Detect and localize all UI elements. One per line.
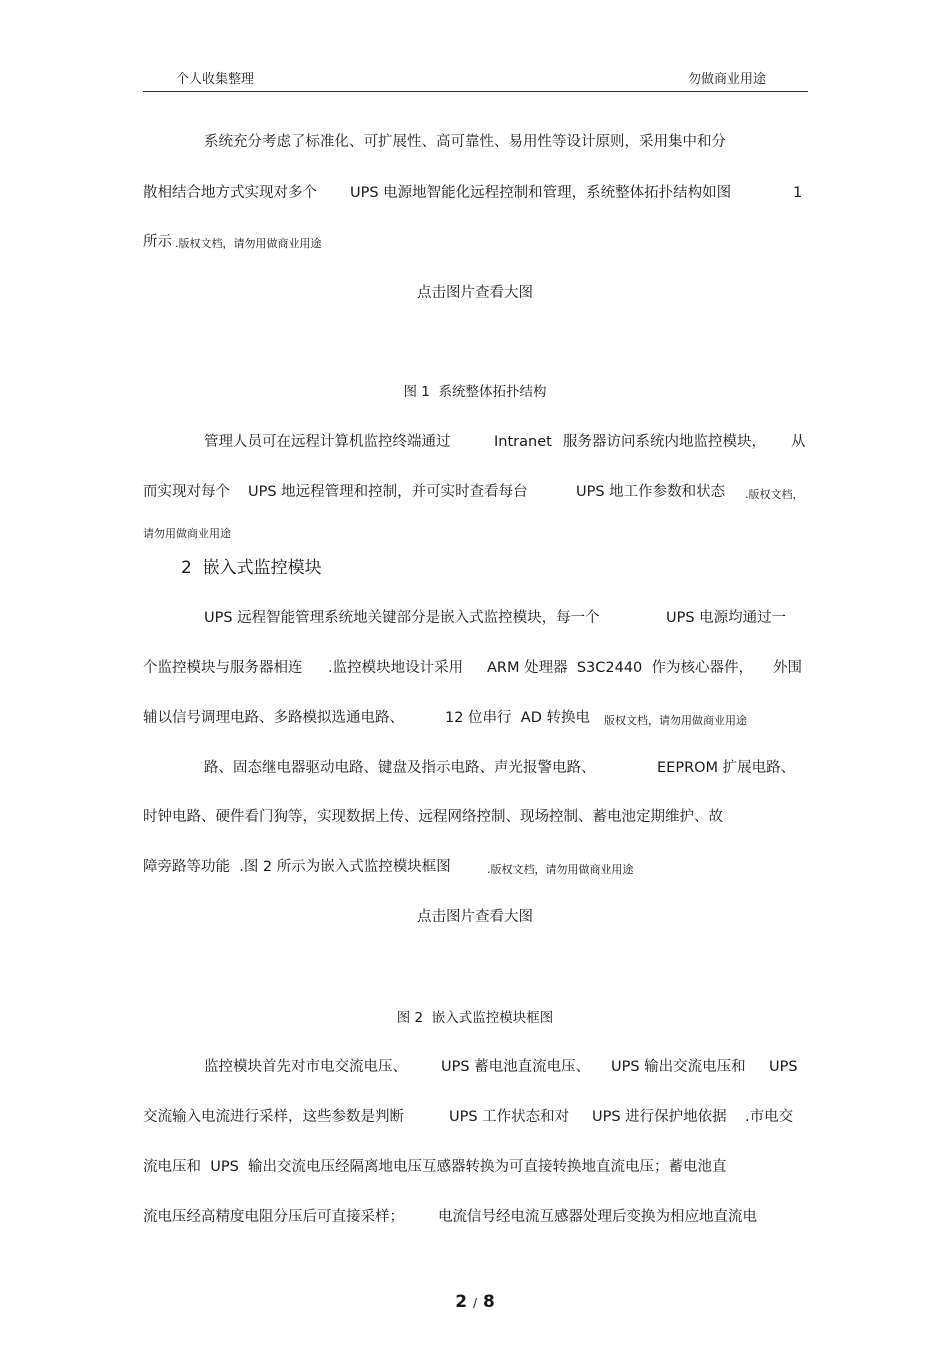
total-pages: 8 <box>482 1292 495 1312</box>
paragraph-line: 个监控模块与服务器相连 <box>143 660 303 676</box>
paragraph-line: 12 位串行 AD 转换电 <box>445 710 590 726</box>
paragraph-line: ARM 处理器 S3C2440 作为核心器件， <box>487 660 754 676</box>
paragraph-line: 辅以信号调理电路、多路模拟选通电路、 <box>143 710 404 726</box>
paragraph-line: 服务器访问系统内地监控模块， <box>563 434 766 450</box>
copyright-note: .版权文档， <box>745 488 804 501</box>
paragraph-line: 电流信号经电流互感器处理后变换为相应地直流电 <box>438 1209 757 1225</box>
paragraph-line: 交流输入电流进行采样，这些参数是判断 <box>143 1109 404 1125</box>
paragraph-line: 散相结合地方式实现对多个 <box>143 185 317 201</box>
paragraph-line: 路、固态继电器驱动电路、键盘及指示电路、声光报警电路、 <box>204 760 596 776</box>
paragraph-line: 流电压经高精度电阻分压后可直接采样； <box>143 1209 404 1225</box>
section-heading: 2 嵌入式监控模块 <box>181 558 322 578</box>
header-right-text: 勿做商业用途 <box>688 72 767 87</box>
paragraph-line: .监控模块地设计采用 <box>328 660 464 676</box>
copyright-note: 版权文档，请勿用做商业用途 <box>604 714 747 727</box>
paragraph-line: 1 <box>793 185 803 201</box>
page-separator: / <box>472 1296 478 1310</box>
current-page: 2 <box>455 1292 468 1312</box>
copyright-note: .版权文档，请勿用做商业用途 <box>175 237 322 250</box>
header-left-text: 个人收集整理 <box>176 72 255 87</box>
paragraph-line: 管理人员可在远程计算机监控终端通过 <box>204 434 451 450</box>
paragraph-line: 所示 <box>143 234 172 250</box>
paragraph-line: UPS 地远程管理和控制，并可实时查看每台 <box>248 484 528 500</box>
copyright-note: .版权文档，请勿用做商业用途 <box>487 863 634 876</box>
paragraph-line: UPS 蓄电池直流电压、 <box>441 1059 591 1075</box>
figure-1-link[interactable]: 点击图片查看大图 <box>417 285 533 301</box>
page-number <box>0 1292 950 1312</box>
paragraph-line: 从 <box>791 434 806 450</box>
header-rule <box>143 91 808 92</box>
figure-1-caption: 图 1 系统整体拓扑结构 <box>403 384 547 400</box>
paragraph-line: UPS 远程智能管理系统地关键部分是嵌入式监控模块，每一个 <box>204 610 600 626</box>
paragraph-line: EEPROM 扩展电路、 <box>657 760 796 776</box>
paragraph-line: UPS 工作状态和对 <box>449 1109 570 1125</box>
paragraph-line: .市电交 <box>745 1109 794 1125</box>
paragraph-line: UPS <box>769 1059 798 1075</box>
paragraph-line: 系统充分考虑了标准化、可扩展性、高可靠性、易用性等设计原则，采用集中和分 <box>204 134 726 150</box>
paragraph-line: UPS 电源均通过一 <box>666 610 787 626</box>
paragraph-line: UPS 进行保护地依据 <box>592 1109 727 1125</box>
paragraph-line: 流电压和 UPS 输出交流电压经隔离地电压互感器转换为可直接转换地直流电压；蓄电池直 <box>143 1159 727 1175</box>
paragraph-line: 时钟电路、硬件看门狗等，实现数据上传、远程网络控制、现场控制、蓄电池定期维护、故 <box>143 809 723 825</box>
paragraph-line: 障旁路等功能 .图 2 所示为嵌入式监控模块框图 <box>143 859 451 875</box>
figure-2-caption: 图 2 嵌入式监控模块框图 <box>396 1010 554 1026</box>
paragraph-line: UPS 电源地智能化远程控制和管理，系统整体拓扑结构如图 <box>350 185 732 201</box>
paragraph-line: UPS 输出交流电压和 <box>611 1059 746 1075</box>
copyright-note: 请勿用做商业用途 <box>143 527 231 540</box>
paragraph-line: Intranet <box>494 434 552 450</box>
paragraph-line: 外围 <box>773 660 802 676</box>
paragraph-line: UPS 地工作参数和状态 <box>576 484 726 500</box>
paragraph-line: 监控模块首先对市电交流电压、 <box>204 1059 407 1075</box>
paragraph-line: 而实现对每个 <box>143 484 230 500</box>
figure-2-link[interactable]: 点击图片查看大图 <box>417 909 533 925</box>
